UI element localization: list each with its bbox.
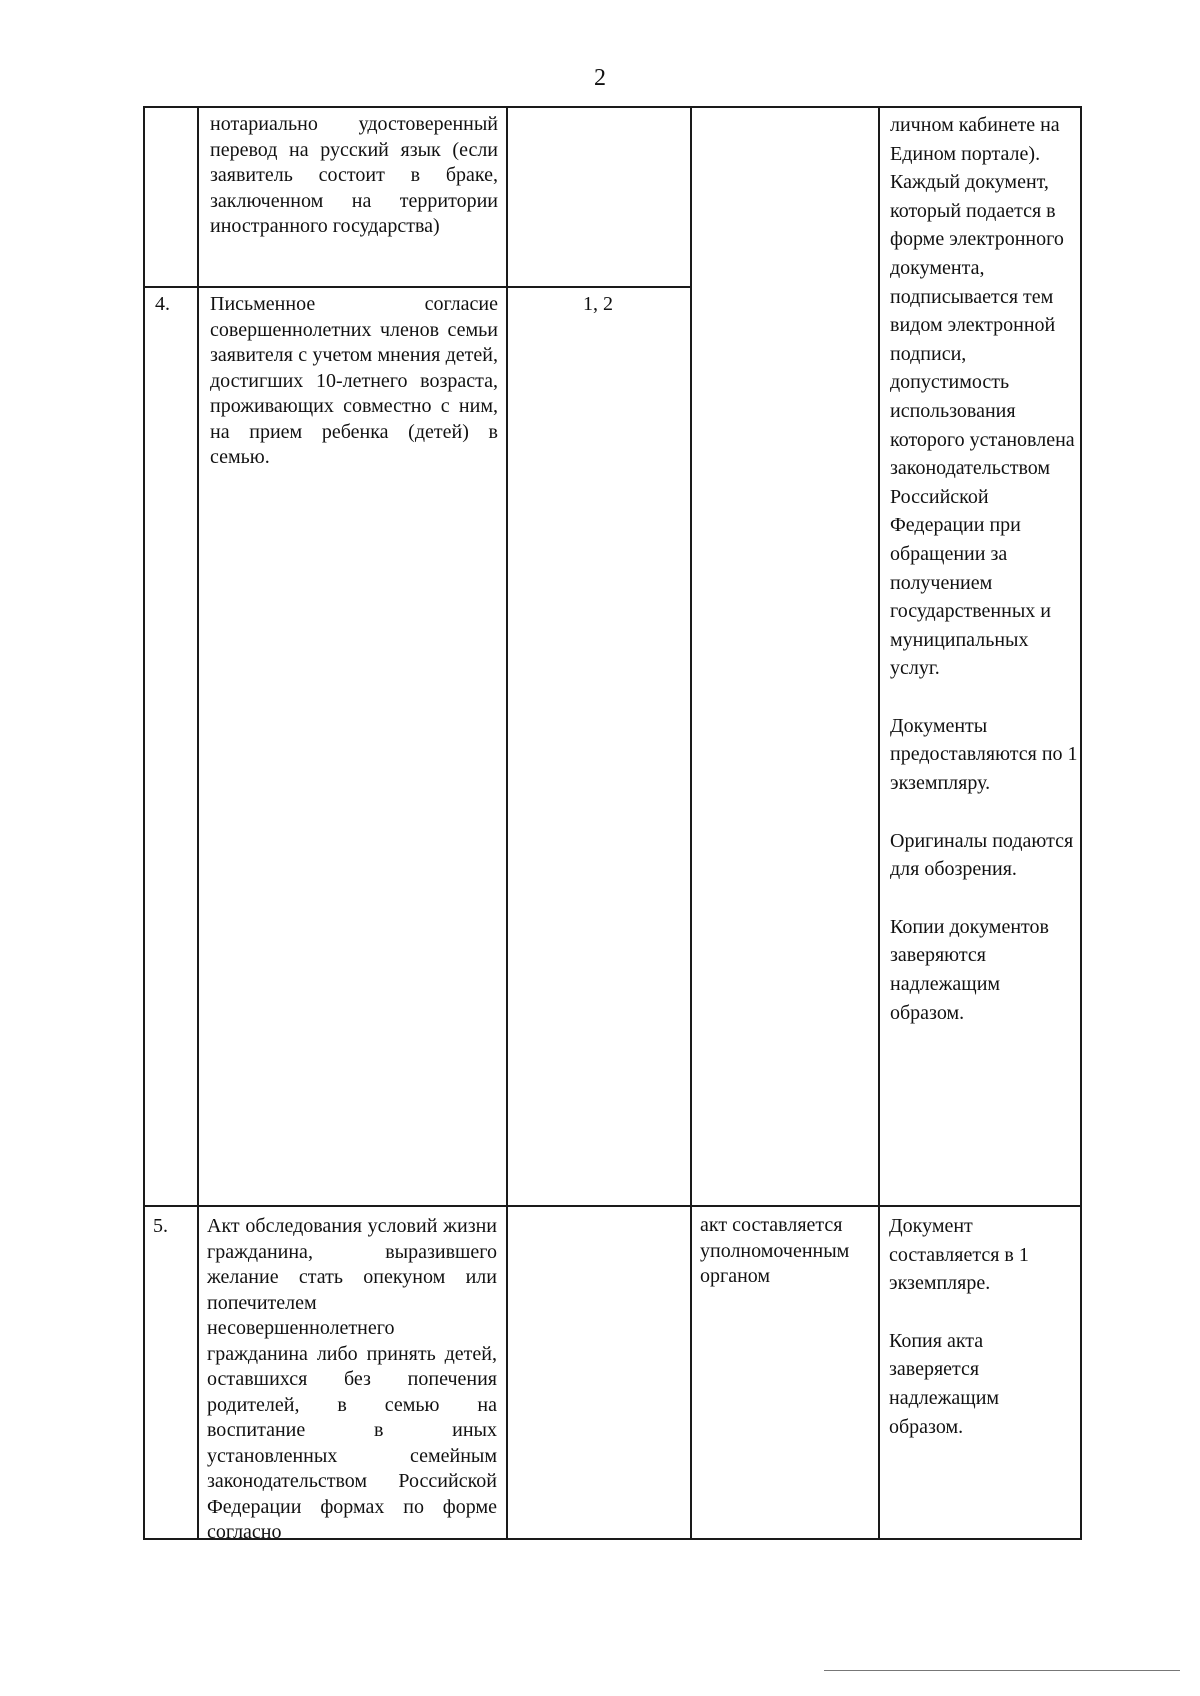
table-divider-3 (690, 106, 692, 1540)
requirements-paragraph: Оригиналы подаются для обозрения. (890, 829, 1074, 881)
row-separator-4-5 (143, 1205, 1082, 1207)
requirements-paragraph: Документы предоставляются по 1 экземпляру. (890, 714, 1078, 795)
table-row-4-document: Письменное согласие совершеннолетних членов семьи заявителя с учетом мнения детей, достигших 10-летнего возраста, проживающих совместно с ним, на прием ребенка (детей) в семью. (210, 293, 498, 468)
table-row-5-number: 5. (153, 1215, 168, 1237)
table-divider-4 (878, 106, 880, 1540)
row-separator-3-4 (143, 286, 692, 288)
requirements-paragraph: Копия акта заверяется надлежащим образом. (889, 1329, 1000, 1438)
table-row-4-col3: 1, 2 (583, 293, 613, 315)
page-number: 2 (594, 65, 606, 91)
footer-rule (824, 1670, 1180, 1671)
table-row-5-col4: акт составляется уполномоченным органом (700, 1214, 850, 1287)
requirements-paragraph: личном кабинете на Едином портале). Каждый документ, который подается в форме электронного документа, подписывается тем видом электронной подписи, допустимость использования которого установлена законодательством Российской Федерации при обращении за получением государственных и муниципальных услуг. (890, 114, 1075, 680)
table-divider-2 (506, 106, 508, 1540)
table-row-continuation-document: нотариально удостоверенный перевод на русский язык (если заявитель состоит в браке, заключенном на территории иностранного государства) (210, 113, 498, 237)
table-border-top (143, 106, 1082, 108)
table-row-5-requirements (889, 1212, 1077, 1441)
table-merged-requirements (890, 111, 1078, 1027)
table-row-5-document: Акт обследования условий жизни гражданина, выразившего желание стать опекуном или попечителем несовершеннолетнего гражданина либо принять детей, оставшихся без попечения родителей, в семью на воспитание в иных установленных семейным законодательством Российской Федерации формах по форме согласно (207, 1215, 497, 1543)
table-row-4-number: 4. (155, 293, 170, 315)
requirements-paragraph: Копии документов заверяются надлежащим образом. (890, 915, 1049, 1024)
requirements-paragraph: Документ составляется в 1 экземпляре. (889, 1215, 1029, 1295)
table-border-left (143, 106, 145, 1540)
table-border-right (1080, 106, 1082, 1540)
table-divider-1 (197, 106, 199, 1540)
